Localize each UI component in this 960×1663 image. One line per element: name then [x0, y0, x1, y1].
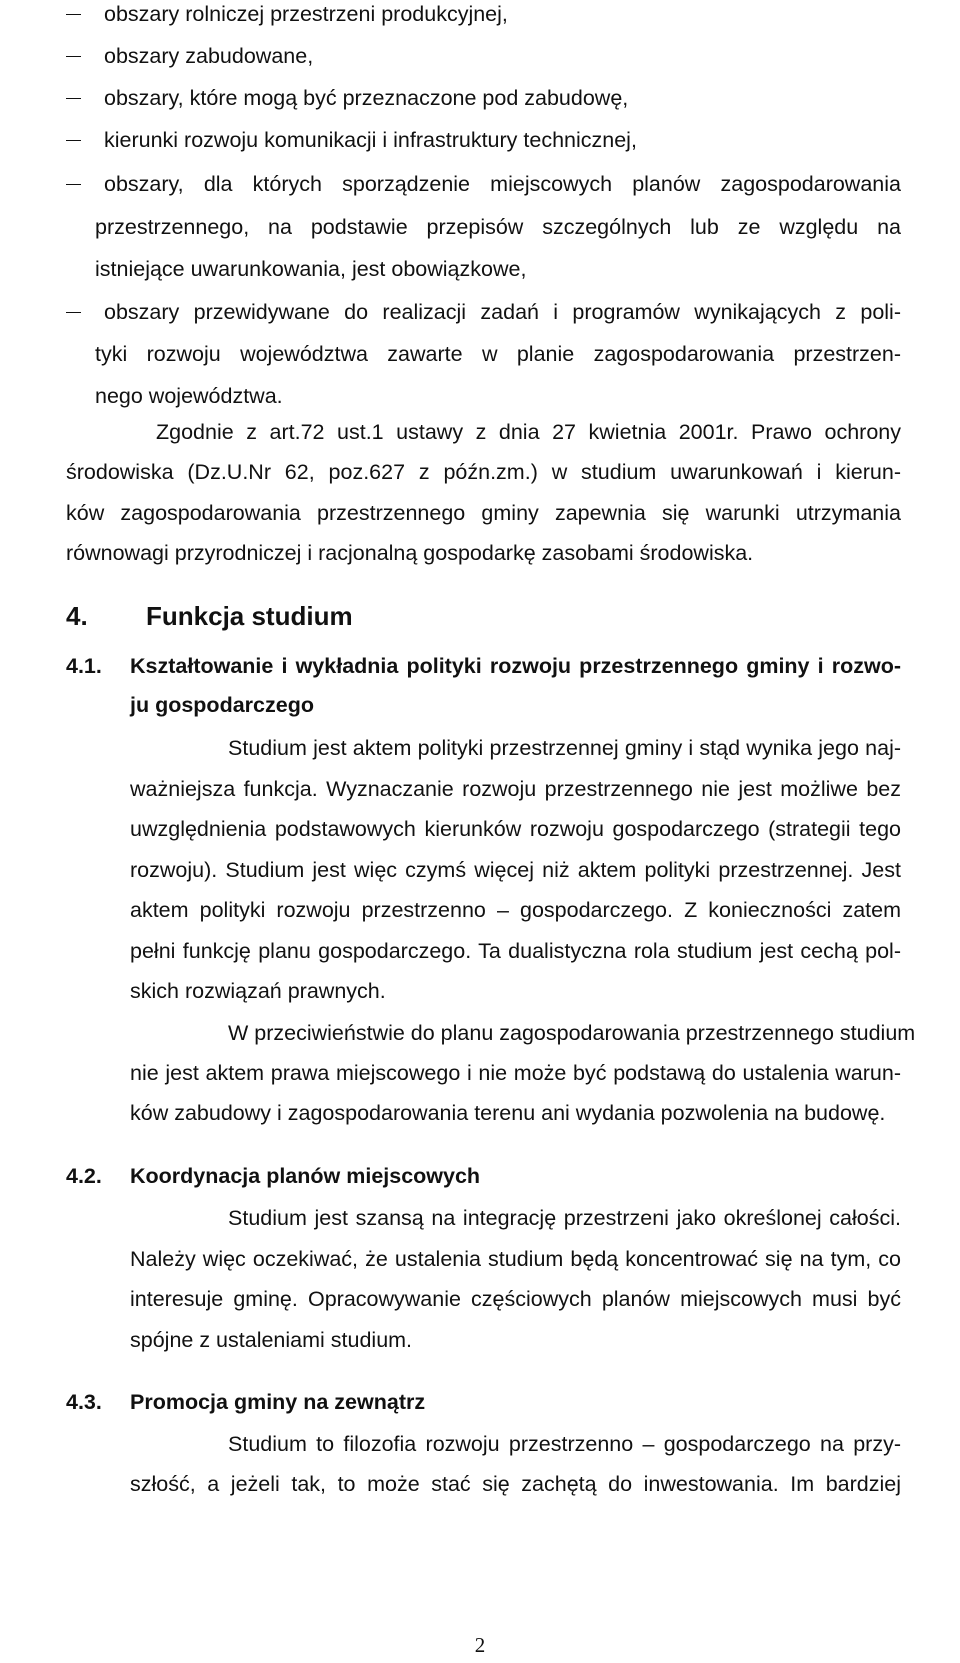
subsection-title: Koordynacja planów miejscowych — [130, 1164, 481, 1188]
bullet-dash — [66, 56, 81, 57]
paragraph-line: W przeciwieństwie do planu zagospodarowania przestrzennego studium — [228, 1021, 916, 1045]
bullet-dash — [66, 140, 81, 141]
bullet-item: obszary, które mogą być przeznaczone pod zabudowę, — [104, 86, 629, 110]
paragraph-line: pełni funkcję planu gospodarczego. Ta dualistyczna rola studium jest cechą pol- — [130, 939, 901, 963]
paragraph-line: ków zagospodarowania przestrzennego gminy zapewnia się warunki utrzymania — [66, 501, 901, 525]
subsection-title: Promocja gminy na zewnątrz — [130, 1390, 426, 1414]
bullet-item: obszary zabudowane, — [104, 44, 314, 68]
subsection-number: 4.3. — [66, 1390, 102, 1414]
bullet-item: kierunki rozwoju komunikacji i infrastruktury technicznej, — [104, 128, 637, 152]
bullet-item-continuation: tyki rozwoju województwa zawarte w planie zagospodarowania przestrzen- — [95, 342, 901, 366]
bullet-item-continuation: istniejące uwarunkowania, jest obowiązkowe, — [95, 257, 527, 281]
paragraph-line: rozwoju). Studium jest więc czymś więcej niż aktem polityki przestrzennej. Jest — [130, 858, 901, 882]
paragraph-line: aktem polityki rozwoju przestrzenno – gospodarczego. Z konieczności zatem — [130, 898, 901, 922]
bullet-dash — [66, 14, 81, 15]
paragraph-line: spójne z ustaleniami studium. — [130, 1328, 413, 1352]
bullet-item: obszary, dla których sporządzenie miejscowych planów zagospodarowania — [104, 172, 901, 196]
bullet-item: obszary przewidywane do realizacji zadań i programów wynikających z poli- — [104, 300, 901, 324]
paragraph-line: skich rozwiązań prawnych. — [130, 979, 386, 1003]
bullet-dash — [66, 184, 81, 185]
section-number: 4. — [66, 601, 88, 631]
paragraph-line: nie jest aktem prawa miejscowego i nie może być podstawą do ustalenia warun- — [130, 1061, 901, 1085]
paragraph-line: uwzględnienia podstawowych kierunków rozwoju gospodarczego (strategii tego — [130, 817, 901, 841]
bullet-item-continuation: nego województwa. — [95, 384, 283, 408]
subsection-title-continuation: ju gospodarczego — [130, 693, 314, 717]
paragraph-line: szłość, a jeżeli tak, to może stać się zachętą do inwestowania. Im bardziej — [130, 1472, 901, 1496]
paragraph-line: Studium jest aktem polityki przestrzennej gminy i stąd wynika jego naj- — [228, 736, 901, 760]
bullet-item: obszary rolniczej przestrzeni produkcyjnej, — [104, 2, 508, 26]
bullet-dash — [66, 98, 81, 99]
paragraph-line: równowagi przyrodniczej i racjonalną gospodarkę zasobami środowiska. — [66, 541, 754, 565]
bullet-item-continuation: przestrzennego, na podstawie przepisów szczególnych lub ze względu na — [95, 215, 901, 239]
page-number: 2 — [474, 1633, 486, 1657]
paragraph-line: Studium to filozofia rozwoju przestrzenno – gospodarczego na przy- — [228, 1432, 901, 1456]
paragraph-line: Należy więc oczekiwać, że ustalenia studium będą koncentrować się na tym, co — [130, 1247, 901, 1271]
subsection-number: 4.2. — [66, 1164, 102, 1188]
subsection-title: Kształtowanie i wykładnia polityki rozwoju przestrzennego gminy i rozwo- — [130, 654, 901, 678]
paragraph-line: Studium jest szansą na integrację przestrzeni jako określonej całości. — [228, 1206, 901, 1230]
section-title: Funkcja studium — [146, 601, 353, 631]
paragraph-line: ważniejsza funkcja. Wyznaczanie rozwoju przestrzennego nie jest możliwe bez — [130, 777, 901, 801]
subsection-number: 4.1. — [66, 654, 102, 678]
paragraph-line: Zgodnie z art.72 ust.1 ustawy z dnia 27 kwietnia 2001r. Prawo ochrony — [156, 420, 901, 444]
paragraph-line: interesuje gminę. Opracowywanie częściowych planów miejscowych musi być — [130, 1287, 901, 1311]
bullet-dash — [66, 312, 81, 313]
paragraph-line: ków zabudowy i zagospodarowania terenu ani wydania pozwolenia na budowę. — [130, 1101, 886, 1125]
paragraph-line: środowiska (Dz.U.Nr 62, poz.627 z późn.zm.) w studium uwarunkowań i kierun- — [66, 460, 901, 484]
